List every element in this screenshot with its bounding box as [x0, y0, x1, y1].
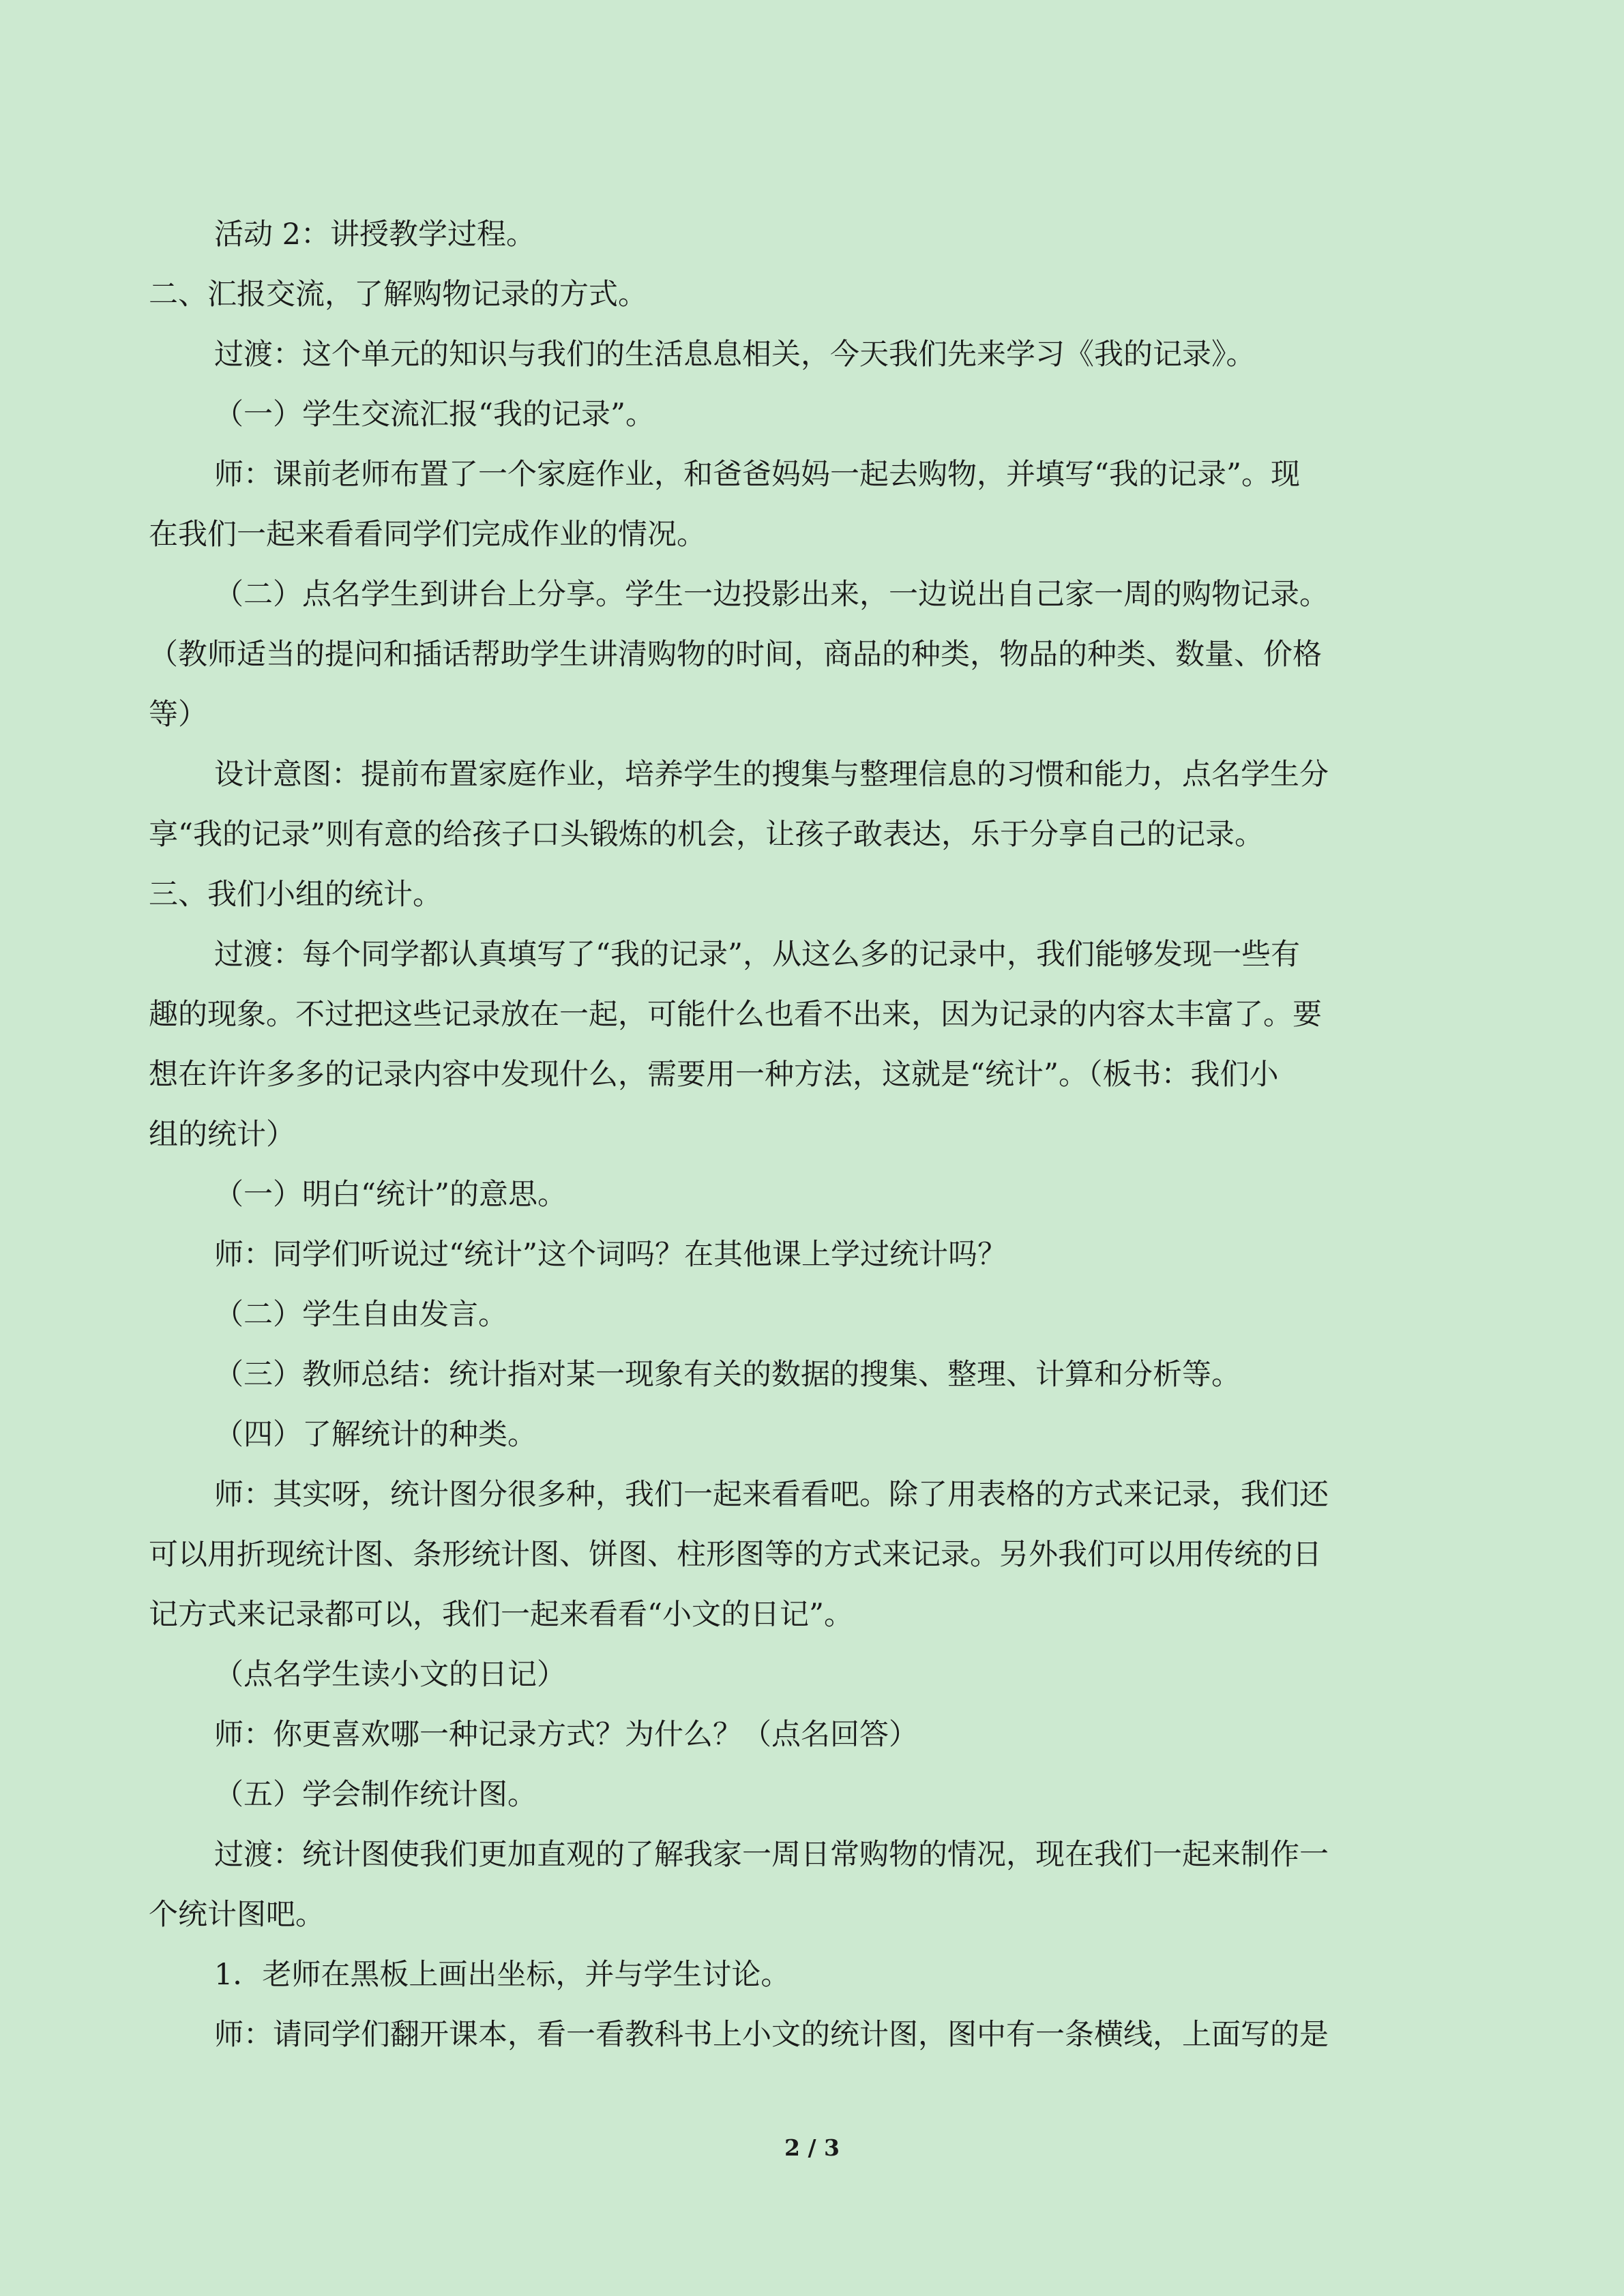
paragraph-transition-1: 过渡：这个单元的知识与我们的生活息息相关，今天我们先来学习《我的记录》。	[214, 338, 1256, 372]
paragraph-subheading-2: （二）点名学生到讲台上分享。学生一边投影出来，一边说出自己家一周的购物记录。	[214, 578, 1329, 612]
paragraph-subheading-3: （一）明白“统计”的意思。	[214, 1178, 567, 1212]
paragraph-subheading-2-cont: （教师适当的提问和插话帮助学生讲清购物的时间，商品的种类，物品的种类、数量、价格	[149, 638, 1322, 672]
paragraph-transition-2-cont: 趣的现象。不过把这些记录放在一起，可能什么也看不出来，因为记录的内容太丰富了。要	[149, 998, 1322, 1032]
paragraph-teacher-1-cont: 在我们一起来看看同学们完成作业的情况。	[149, 518, 706, 552]
paragraph-activity-heading: 活动 2：讲授教学过程。	[214, 218, 536, 252]
paragraph-teacher-4: 师：你更喜欢哪一种记录方式？为什么？（点名回答）	[214, 1718, 918, 1752]
paragraph-read-diary: （点名学生读小文的日记）	[214, 1658, 566, 1692]
paragraph-design-intent-cont: 享“我的记录”则有意的给孩子口头锻炼的机会，让孩子敢表达，乐于分享自己的记录。	[149, 818, 1264, 852]
paragraph-transition-3: 过渡：统计图使我们更加直观的了解我家一周日常购物的情况，现在我们一起来制作一	[214, 1838, 1329, 1872]
paragraph-subheading-4: （二）学生自由发言。	[214, 1298, 507, 1332]
section-heading-report-exchange: 二、汇报交流，了解购物记录的方式。	[149, 278, 647, 312]
paragraph-teacher-2: 师：同学们听说过“统计”这个词吗？在其他课上学过统计吗？	[214, 1238, 1007, 1272]
paragraph-subheading-1: （一）学生交流汇报“我的记录”。	[214, 398, 655, 432]
paragraph-subheading-6: （四）了解统计的种类。	[214, 1418, 537, 1452]
paragraph-subheading-7: （五）学会制作统计图。	[214, 1778, 537, 1812]
paragraph-subheading-5: （三）教师总结：统计指对某一现象有关的数据的搜集、整理、计算和分析等。	[214, 1358, 1241, 1392]
paragraph-transition-3-end: 个统计图吧。	[149, 1898, 325, 1932]
section-heading-group-statistics: 三、我们小组的统计。	[149, 878, 442, 912]
page-number: 2 / 3	[784, 2134, 840, 2161]
paragraph-design-intent: 设计意图：提前布置家庭作业，培养学生的搜集与整理信息的习惯和能力，点名学生分	[214, 758, 1329, 792]
paragraph-step-1: 1．老师在黑板上画出坐标，并与学生讨论。	[214, 1958, 791, 1992]
paragraph-teacher-1: 师：课前老师布置了一个家庭作业，和爸爸妈妈一起去购物，并填写“我的记录”。现	[214, 458, 1300, 492]
paragraph-teacher-3: 师：其实呀，统计图分很多种，我们一起来看看吧。除了用表格的方式来记录，我们还	[214, 1478, 1329, 1512]
paragraph-transition-2: 过渡：每个同学都认真填写了“我的记录”，从这么多的记录中，我们能够发现一些有	[214, 938, 1300, 972]
paragraph-teacher-3-end: 记方式来记录都可以，我们一起来看看“小文的日记”。	[149, 1598, 853, 1632]
document-body	[149, 213, 1458, 2074]
paragraph-subheading-2-end: 等）	[149, 698, 207, 732]
paragraph-transition-2-cont-2: 想在许许多多的记录内容中发现什么，需要用一种方法，这就是“统计”。（板书：我们小	[149, 1058, 1279, 1092]
paragraph-transition-2-end: 组的统计）	[149, 1118, 295, 1152]
paragraph-teacher-3-cont: 可以用折现统计图、条形统计图、饼图、柱形图等的方式来记录。另外我们可以用传统的日	[149, 1538, 1322, 1572]
paragraph-teacher-5: 师：请同学们翻开课本，看一看教科书上小文的统计图，图中有一条横线，上面写的是	[214, 2018, 1329, 2052]
